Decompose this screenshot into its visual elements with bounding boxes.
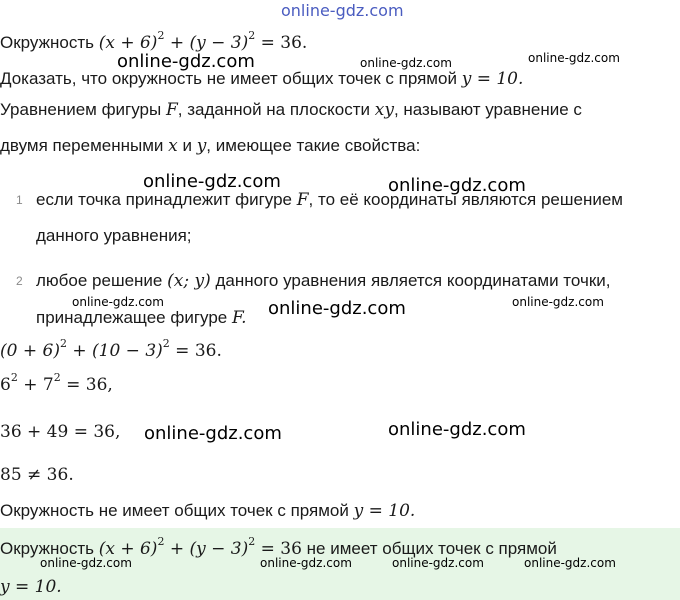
watermark: online-gdz.com [388, 175, 526, 196]
problem-task-text: Доказать, что окружность не имеет общих точек с прямой [0, 69, 457, 88]
list-item-1-line-1 [36, 189, 623, 211]
solution-step-3: 36 + 49 = 36, [0, 422, 121, 442]
definition-text: и [177, 136, 197, 155]
definition-text: , заданной на плоскости [177, 100, 370, 119]
problem-circle-word: Окружность [0, 33, 94, 52]
conclusion-text: Окружность не имеет общих точек с прямой [0, 501, 349, 520]
problem-line-2 [0, 68, 523, 90]
watermark: online-gdz.com [392, 556, 484, 570]
definition-var-y: y [196, 136, 207, 156]
definition-figure-symbol: F [165, 100, 178, 120]
problem-line-1 [0, 29, 308, 54]
watermark: online-gdz.com [143, 171, 281, 192]
watermark: online-gdz.com [524, 556, 616, 570]
list-item-1-line-2: данного уравнения; [36, 226, 192, 245]
list-item-figure-symbol: F [296, 190, 309, 210]
watermark: online-gdz.com [388, 419, 526, 440]
list-item-text: если точка принадлежит фигуре [36, 190, 292, 209]
list-item-text: любое решение [36, 271, 163, 290]
answer-line-2: y = 10. [0, 577, 62, 597]
watermark: online-gdz.com [281, 1, 404, 20]
solution-step-4: 85 ≠ 36. [0, 465, 74, 485]
watermark: online-gdz.com [144, 423, 282, 444]
conclusion-math: y = 10. [353, 501, 416, 521]
problem-task-math: y = 10. [461, 69, 524, 89]
watermark: online-gdz.com [260, 556, 352, 570]
watermark: online-gdz.com [72, 295, 164, 309]
list-item-number: 2 [16, 274, 23, 288]
answer-text: не имеет общих точек с прямой [306, 539, 557, 558]
solution-conclusion [0, 500, 415, 522]
definition-text: , имеющее такие свойства: [206, 136, 421, 155]
list-item-text: данного уравнения является координатами точки, [215, 271, 611, 290]
definition-text: Уравнением фигуры [0, 100, 162, 119]
definition-text: , называют уравнение с [393, 100, 582, 119]
list-item-2-line-2 [36, 307, 247, 329]
definition-line-2 [0, 135, 420, 157]
definition-text: двумя переменными [0, 136, 164, 155]
definition-line-1 [0, 99, 582, 121]
answer-equation: $(x + 6)^2 + (y - 3)^2 = 36$ [98, 535, 302, 559]
watermark: online-gdz.com [268, 298, 406, 319]
watermark: online-gdz.com [512, 295, 604, 309]
list-item-text: , то её координаты являются решением [308, 190, 623, 209]
list-item-text: принадлежащее фигуре [36, 308, 228, 327]
definition-plane-symbol: xy [374, 100, 394, 120]
watermark: online-gdz.com [360, 56, 452, 70]
watermark: online-gdz.com [117, 51, 255, 72]
watermark: online-gdz.com [40, 556, 132, 570]
solution-step-2: $6^2 + 7^2 = 36$, [0, 371, 113, 395]
list-item-pair-math: (x; y) [167, 271, 211, 291]
watermark: online-gdz.com [528, 51, 620, 65]
list-item-2-line-1 [36, 270, 611, 292]
list-item-figure-symbol: F. [232, 308, 247, 328]
answer-text: Окружность [0, 539, 94, 558]
problem-circle-equation: $(x + 6)^2 + (y - 3)^2 = 36$. [98, 29, 308, 53]
definition-var-x: x [168, 136, 178, 156]
list-item-number: 1 [16, 193, 23, 207]
solution-step-1: $(0 + 6)^2 + (10 - 3)^2 = 36$. [0, 337, 222, 361]
